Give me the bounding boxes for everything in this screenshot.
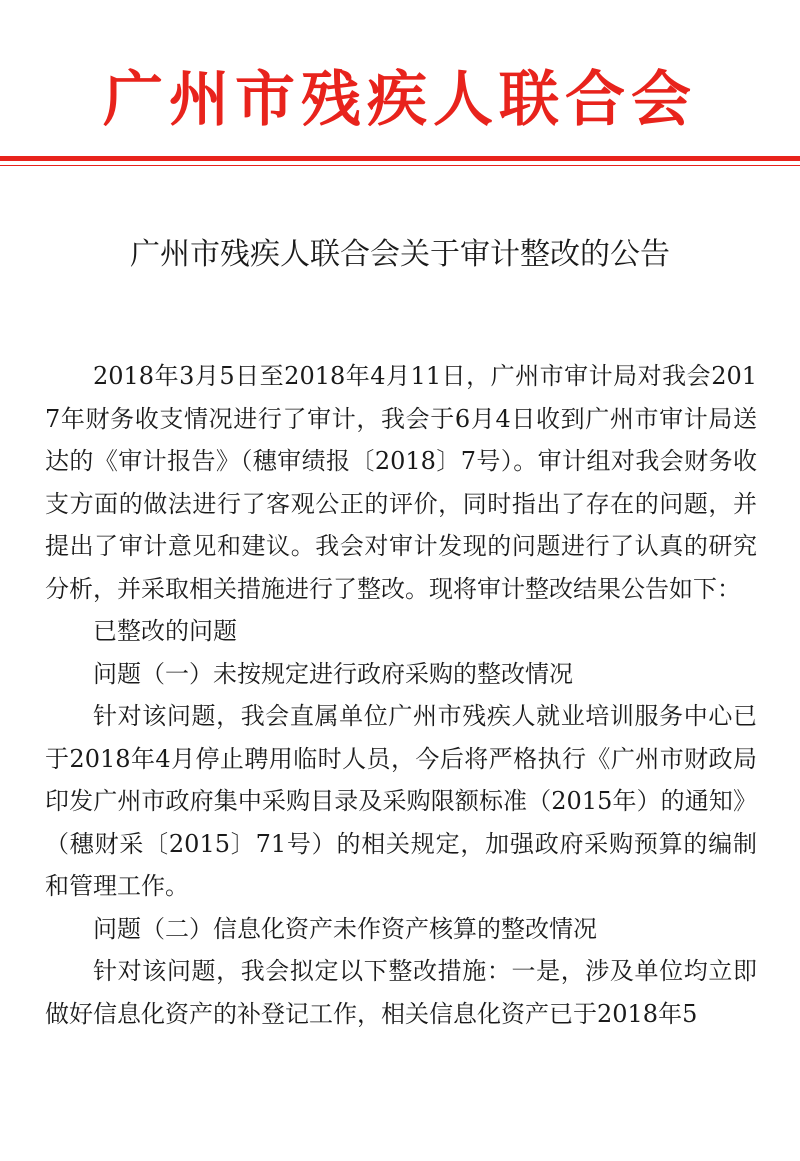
issue-1-heading: 问题（一）未按规定进行政府采购的整改情况 (93, 659, 573, 688)
letterhead-title: 广州市残疾人联合会 (103, 65, 697, 135)
issue-2-heading: 问题（二）信息化资产未作资产核算的整改情况 (93, 914, 597, 943)
issue-2-paragraph: 针对该问题，我会拟定以下整改措施：一是，涉及单位均立即做好信息化资产的补登记工作，相关信息化资产已于2018年5 (45, 957, 757, 1028)
letterhead-divider-thick (0, 156, 800, 161)
letterhead-divider-thin (0, 165, 800, 166)
issue-1-paragraph: 针对该问题，我会直属单位广州市残疾人就业培训服务中心已于2018年4月停止聘用临时人员，今后将严格执行《广州市财政局印发广州市政府集中采购目录及采购限额标准（2015年）的通知》（穗财采〔2015〕71号）的相关规定，加强政府采购预算的编制和管理工作。 (45, 702, 757, 900)
document-body (45, 355, 757, 1035)
section-heading: 已整改的问题 (93, 617, 237, 645)
document-title: 广州市残疾人联合会关于审计整改的公告 (130, 237, 670, 272)
intro-paragraph: 2018年3月5日至2018年4月11日，广州市审计局对我会2017年财务收支情况进行了审计，我会于6月4日收到广州市审计局送达的《审计报告》（穗审绩报〔2018〕7号）。审计组对我会财务收支方面的做法进行了客观公正的评价，同时指出了存在的问题，并提出了审计意见和建议。我会对审计发现的问题进行了认真的研究分析，并采取相关措施进行了整改。现将审计整改结果公告如下： (45, 362, 757, 603)
